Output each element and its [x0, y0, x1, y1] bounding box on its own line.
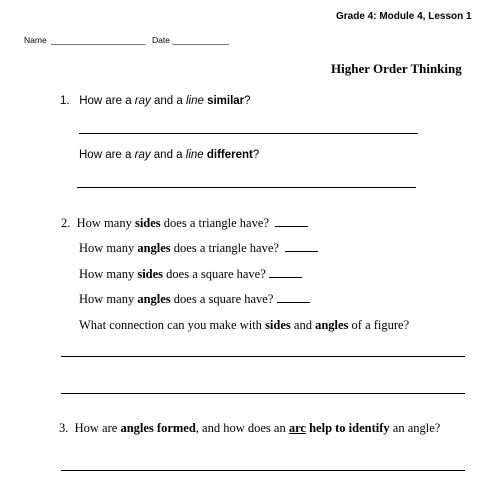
question-1-number: 1. — [60, 95, 70, 107]
q1-term-different: different — [206, 149, 253, 161]
q1-text: and a — [150, 95, 186, 107]
question-3-line — [59, 421, 440, 436]
short-answer-blank[interactable] — [277, 293, 310, 303]
q2-text: How many — [79, 241, 138, 255]
name-date-line — [24, 35, 229, 45]
q2-text: does a triangle have? — [160, 216, 269, 230]
q2-term-angles: angles — [137, 292, 171, 306]
short-answer-blank[interactable] — [275, 217, 308, 227]
answer-line[interactable] — [61, 356, 465, 357]
q2-text: How many — [79, 267, 138, 281]
q2-term-sides: sides — [265, 318, 291, 332]
question-2-line-5 — [79, 318, 409, 333]
name-blank[interactable]: ____________________ — [51, 35, 146, 45]
q2-text: How many — [76, 216, 135, 230]
q2-term-sides: sides — [137, 267, 164, 281]
date-blank[interactable]: ____________ — [172, 35, 230, 45]
q1-text: ? — [252, 149, 260, 161]
question-2-number: 2. — [61, 216, 71, 230]
question-1-line-1 — [60, 95, 251, 107]
answer-line[interactable] — [77, 187, 416, 188]
short-answer-blank[interactable] — [269, 268, 302, 278]
q3-text: How are — [74, 421, 121, 435]
answer-line[interactable] — [79, 133, 418, 134]
q2-text: and — [290, 318, 316, 332]
answer-line[interactable] — [61, 393, 465, 394]
q3-text: , and how does an — [195, 421, 289, 435]
name-label: Name — [24, 35, 47, 45]
section-title: Higher Order Thinking — [331, 61, 462, 76]
question-2-line-4 — [79, 292, 310, 307]
q1-term-line: line — [185, 95, 204, 107]
q1-text: How are a — [79, 149, 135, 161]
q2-text: does a square have? — [170, 292, 274, 306]
q1-term-similar: similar — [207, 95, 245, 107]
question-2-line-3 — [79, 267, 302, 282]
short-answer-blank[interactable] — [285, 242, 318, 252]
q1-text: ? — [244, 95, 251, 107]
q2-text: What connection can you make with — [79, 318, 266, 332]
grade-module-lesson-label: Grade 4: Module 4, Lesson 1 — [336, 11, 472, 22]
q1-term-ray: ray — [134, 149, 151, 161]
q2-term-angles: angles — [137, 241, 171, 255]
q3-term-angles-formed: angles formed — [120, 421, 196, 435]
question-2-line-1 — [61, 216, 308, 231]
q1-text: How are a — [79, 95, 135, 107]
question-3-number: 3. — [59, 421, 69, 435]
q2-term-sides: sides — [134, 216, 161, 230]
q2-text: does a square have? — [163, 267, 266, 281]
question-2-line-2 — [79, 241, 318, 256]
q3-text: an angle? — [389, 421, 441, 435]
question-1-line-2 — [79, 149, 259, 161]
q3-term-help-to-identify: help to identify — [309, 421, 390, 435]
q1-term-ray: ray — [134, 95, 151, 107]
answer-line[interactable] — [61, 470, 465, 471]
q2-text: does a triangle have? — [170, 241, 279, 255]
q3-term-arc: arc — [288, 421, 306, 435]
q1-text: and a — [150, 149, 186, 161]
q2-text: How many — [79, 292, 138, 306]
q1-term-line: line — [185, 149, 204, 161]
date-label: Date — [151, 35, 170, 45]
q2-term-angles: angles — [315, 318, 349, 332]
q2-text: of a figure? — [348, 318, 410, 332]
